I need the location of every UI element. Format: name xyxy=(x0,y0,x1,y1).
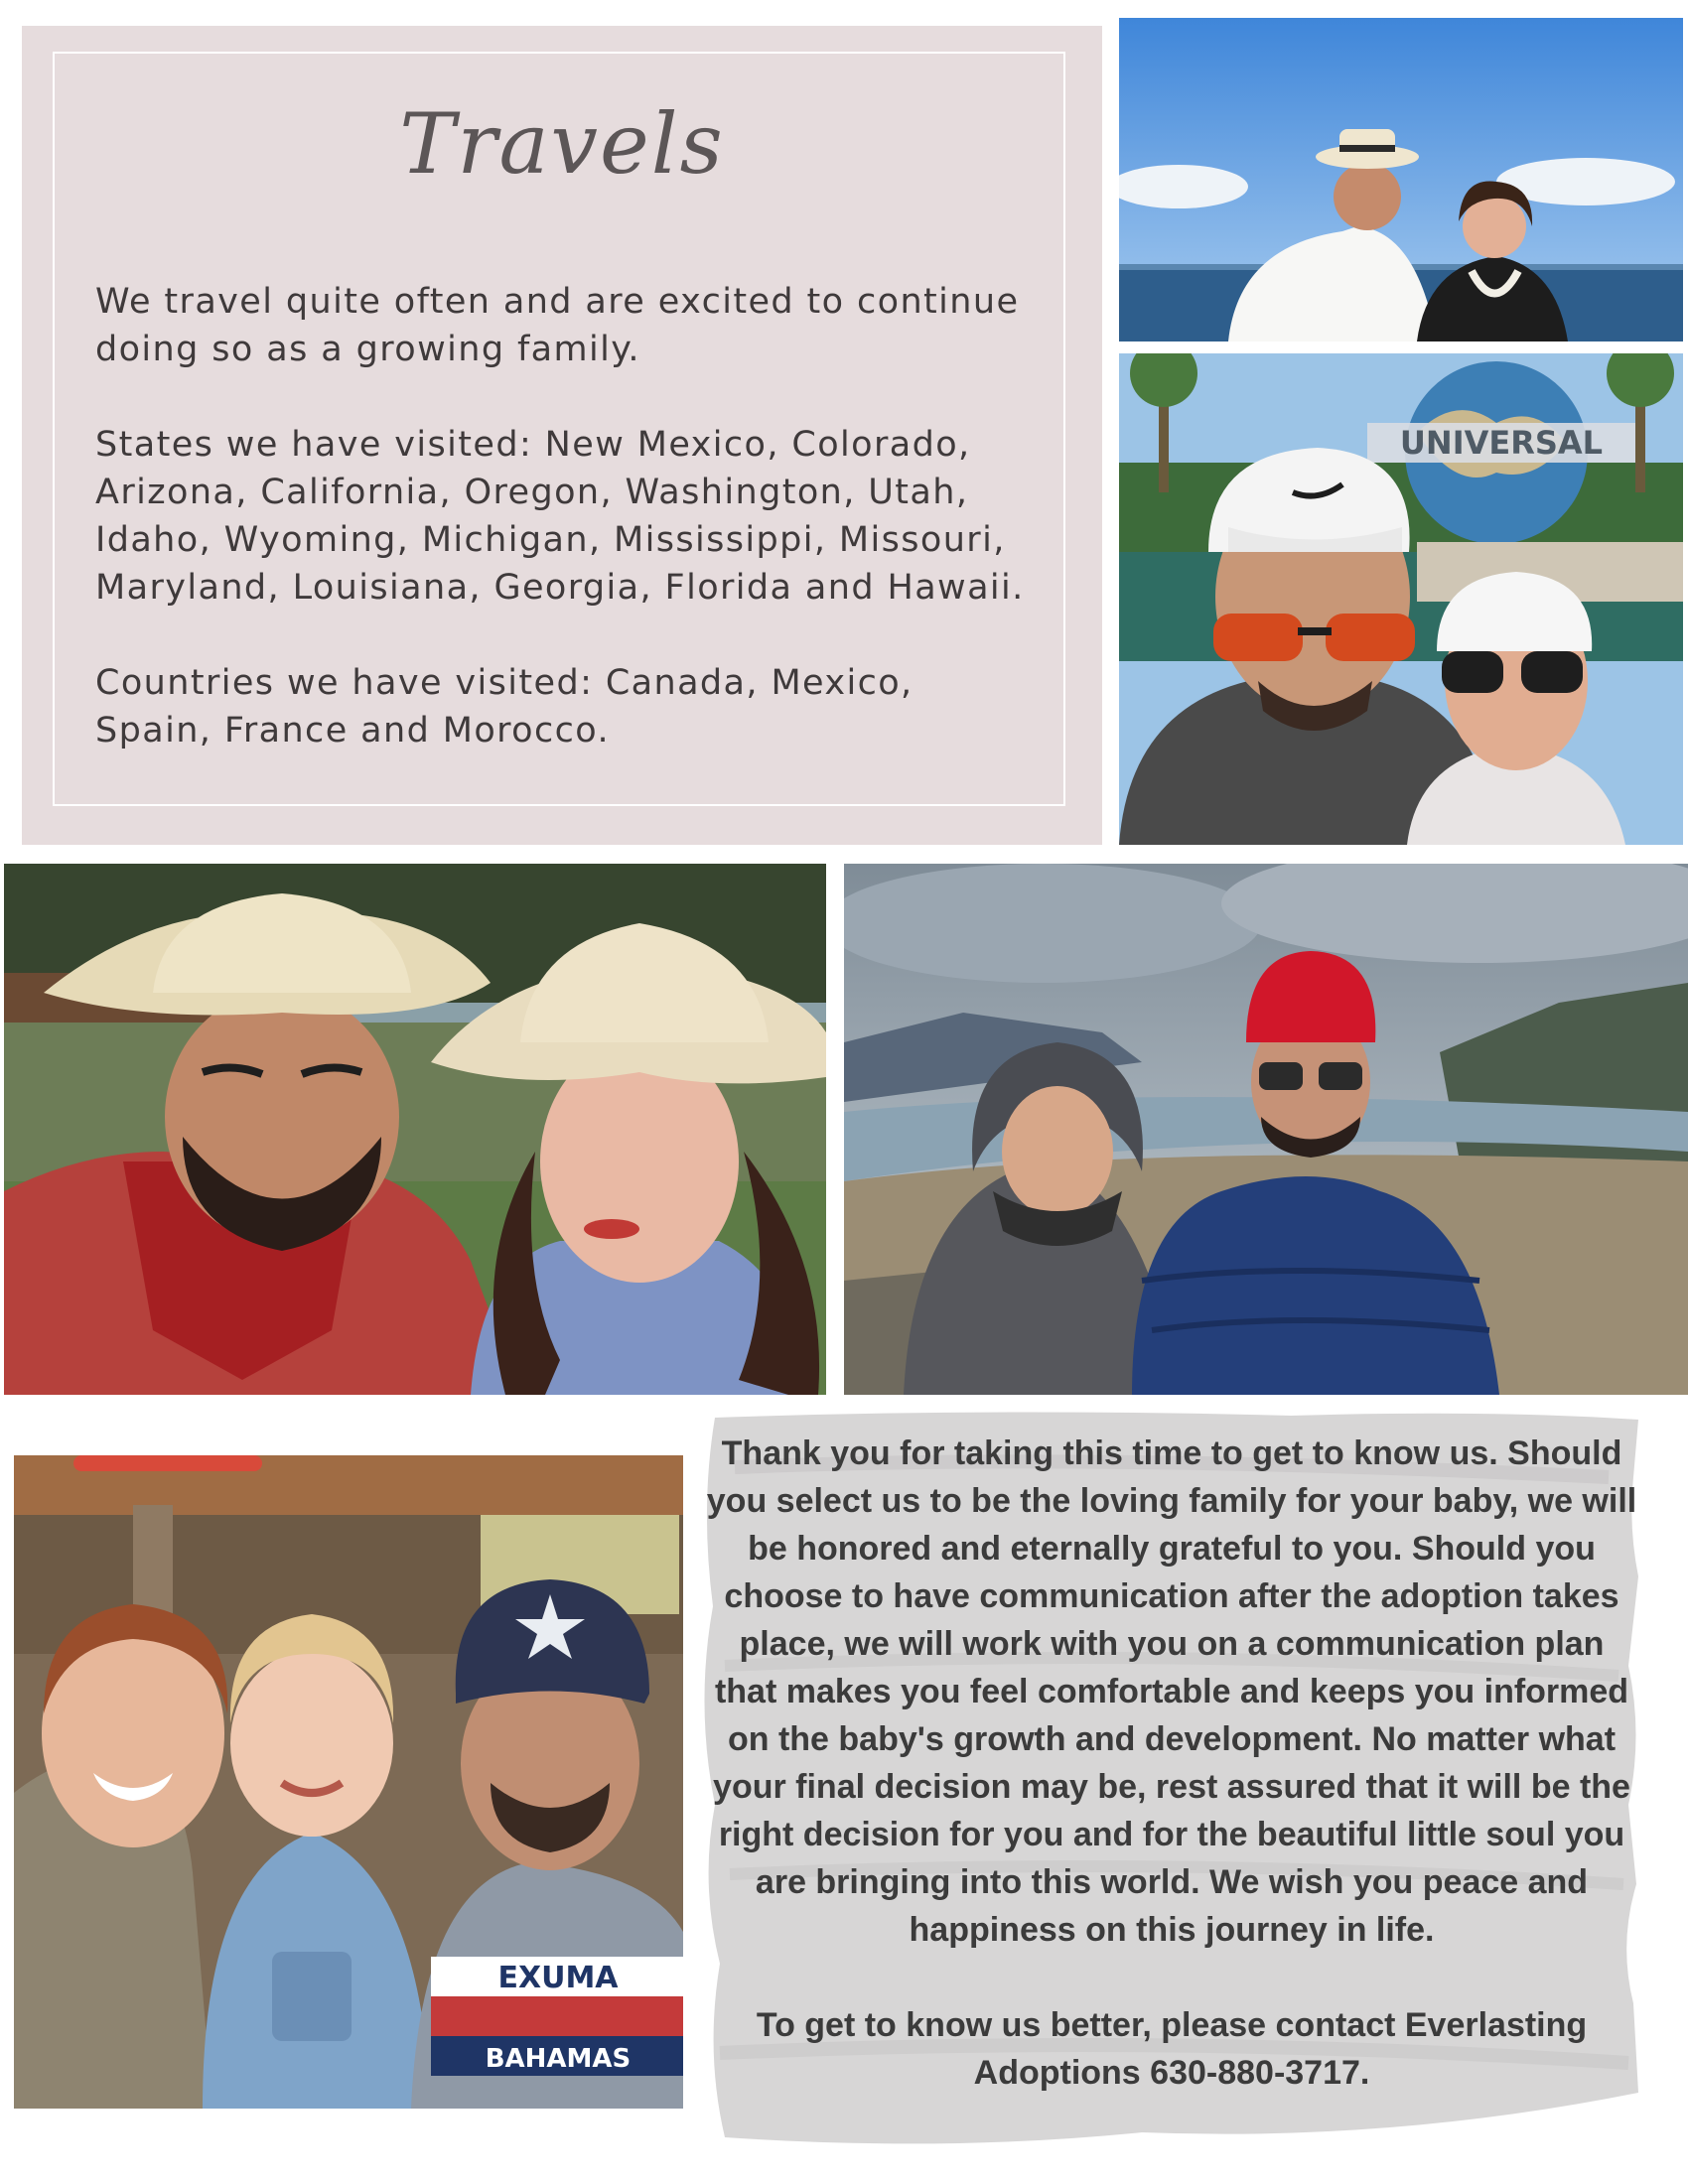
photo-cowboy-selfie xyxy=(4,864,826,1395)
closing-text xyxy=(705,1430,1638,2144)
universal-sign-text: UNIVERSAL xyxy=(1399,424,1604,462)
closing-message: Thank you for taking this time to get to know us. Should you select us to be the loving family for your baby, we will be honored and eternally grateful to you. Should you choose to have communication after the adoption takes place, we will work with you on a communication plan that makes you feel comfortable and keeps you informed on the baby's growth and development. No matter what your final decision may be, rest assured that it will be the right decision for you and for the beautiful little soul you are bringing into this world. We wish you peace and happiness on this journey in life. xyxy=(706,1434,1637,1949)
travels-countries: Countries we have visited: Canada, Mexico, Spain, France and Morocco. xyxy=(95,663,914,751)
photo-gorge-couple xyxy=(844,864,1688,1395)
shirt-text-top: EXUMA xyxy=(497,1961,619,1995)
photo-family-toddler xyxy=(14,1455,683,2109)
closing-contact: To get to know us better, please contact Everlasting Adoptions 630-880-3717. xyxy=(756,2006,1588,2092)
closing-message-block xyxy=(695,1408,1648,2162)
shirt-text-bottom: BAHAMAS xyxy=(485,2044,632,2074)
travels-body xyxy=(95,278,1029,802)
travels-panel xyxy=(22,26,1102,845)
photo-ocean-couple xyxy=(1119,18,1683,341)
travels-intro: We travel quite often and are excited to continue doing so as a growing family. xyxy=(95,282,1020,369)
travels-title: Travels xyxy=(399,95,725,193)
travels-states: States we have visited: New Mexico, Colorado, Arizona, California, Oregon, Washington, Utah, Idaho, Wyoming, Michigan, Mississippi, Missouri, Maryland, Louisiana, Georgia, Florida and Hawaii. xyxy=(95,425,1025,608)
photo-universal-selfie xyxy=(1119,353,1683,845)
